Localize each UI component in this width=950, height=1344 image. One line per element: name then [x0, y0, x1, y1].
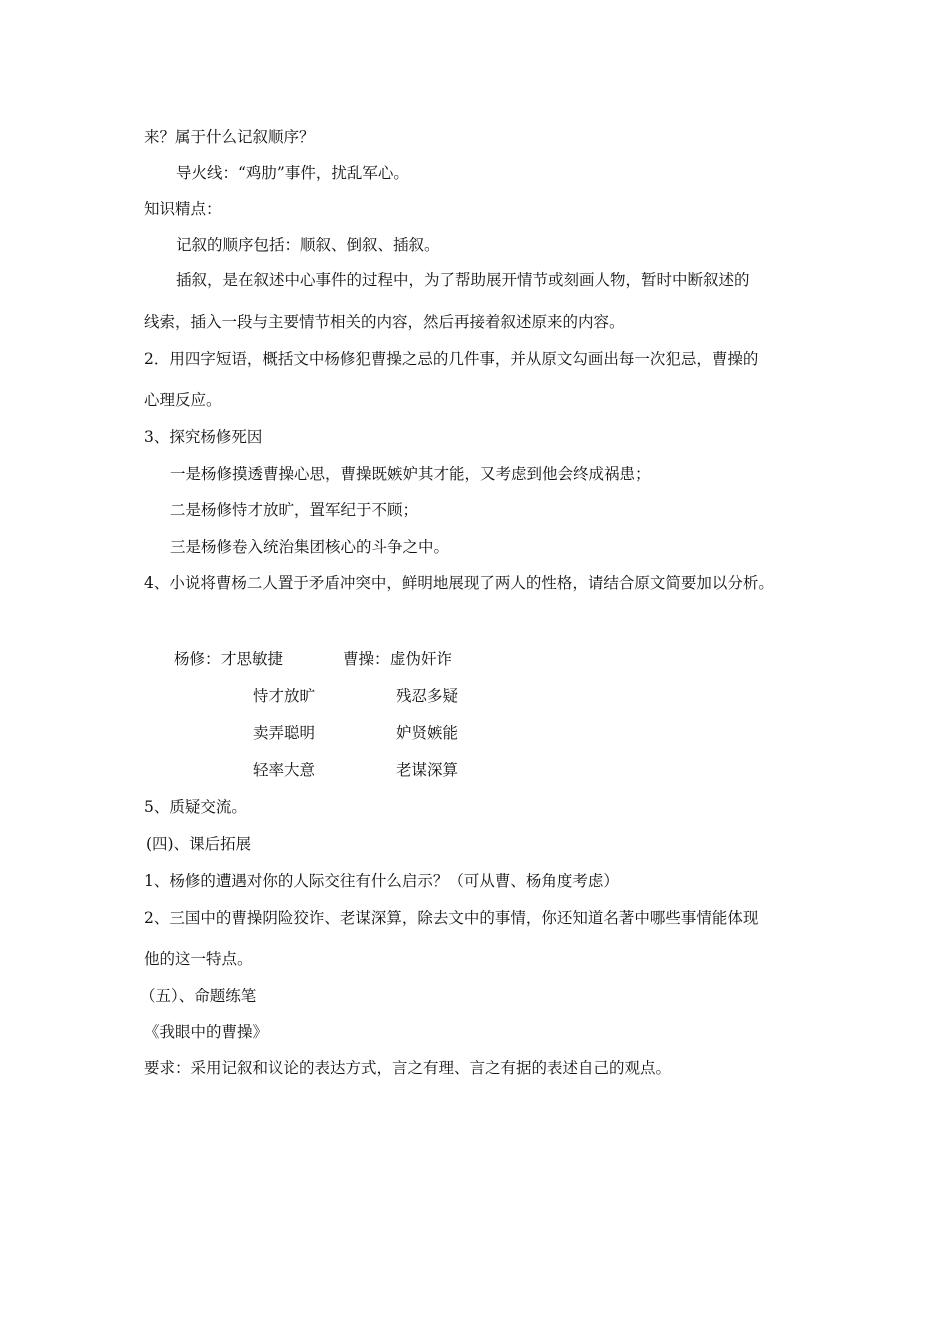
yang-trait: 才思敏捷: [221, 650, 284, 668]
question-2: 2．用四字短语，概括文中杨修犯曹操之忌的几件事，并从原文勾画出每一次犯忌，曹操的: [144, 350, 759, 368]
essay-title: 《我眼中的曹操》: [144, 1023, 269, 1041]
extension-2: 2、三国中的曹操阴险狡诈、老谋深算，除去文中的事情，你还知道名著中哪些事情能体现: [144, 909, 759, 927]
question-4: 4、小说将曹杨二人置于矛盾冲突中，鲜明地展现了两人的性格，请结合原文简要加以分析。: [144, 574, 774, 592]
reason-2: 二是杨修恃才放旷，置军纪于不顾；: [170, 501, 419, 519]
yang-trait: 轻率大意: [253, 761, 316, 779]
extension-2-cont: 他的这一特点。: [144, 950, 253, 968]
yang-label: 杨修：: [174, 650, 221, 668]
question-continuation: 来？属于什么记叙顺序？: [144, 128, 315, 146]
question-3: 3、探究杨修死因: [144, 428, 263, 446]
extension-1: 1、杨修的遭遇对你的人际交往有什么启示？（可从曹、杨角度考虑）: [144, 872, 619, 890]
cao-trait: 虚伪奸诈: [390, 650, 453, 668]
knowledge-point-2-cont: 线索，插入一段与主要情节相关的内容，然后再接着叙述原来的内容。: [144, 313, 625, 331]
question-5: 5、质疑交流。: [144, 798, 247, 816]
essay-requirement: 要求：采用记叙和议论的表达方式，言之有理、言之有据的表述自己的观点。: [144, 1059, 672, 1077]
yang-trait: 卖弄聪明: [253, 724, 316, 742]
section-4-heading: (四)、课后拓展: [146, 835, 252, 853]
knowledge-point-1: 记叙的顺序包括：顺叙、倒叙、插叙。: [176, 236, 440, 254]
yang-trait: 恃才放旷: [253, 687, 316, 705]
cao-trait: 老谋深算: [396, 761, 459, 779]
reason-1: 一是杨修摸透曹操心思，曹操既嫉妒其才能，又考虑到他会终成祸患；: [170, 465, 651, 483]
answer-fuse: 导火线：“鸡肋”事件，扰乱军心。: [176, 164, 409, 182]
cao-trait: 妒贤嫉能: [396, 724, 459, 742]
knowledge-point-2: 插叙，是在叙述中心事件的过程中，为了帮助展开情节或刻画人物，暂时中断叙述的: [176, 271, 750, 289]
cao-label: 曹操：: [343, 650, 390, 668]
section-5-heading: （五）、命题练笔: [140, 987, 257, 1005]
reason-3: 三是杨修卷入统治集团核心的斗争之中。: [170, 538, 450, 556]
question-2-cont: 心理反应。: [144, 391, 222, 409]
cao-trait: 残忍多疑: [396, 687, 459, 705]
knowledge-heading: 知识精点：: [144, 200, 222, 218]
